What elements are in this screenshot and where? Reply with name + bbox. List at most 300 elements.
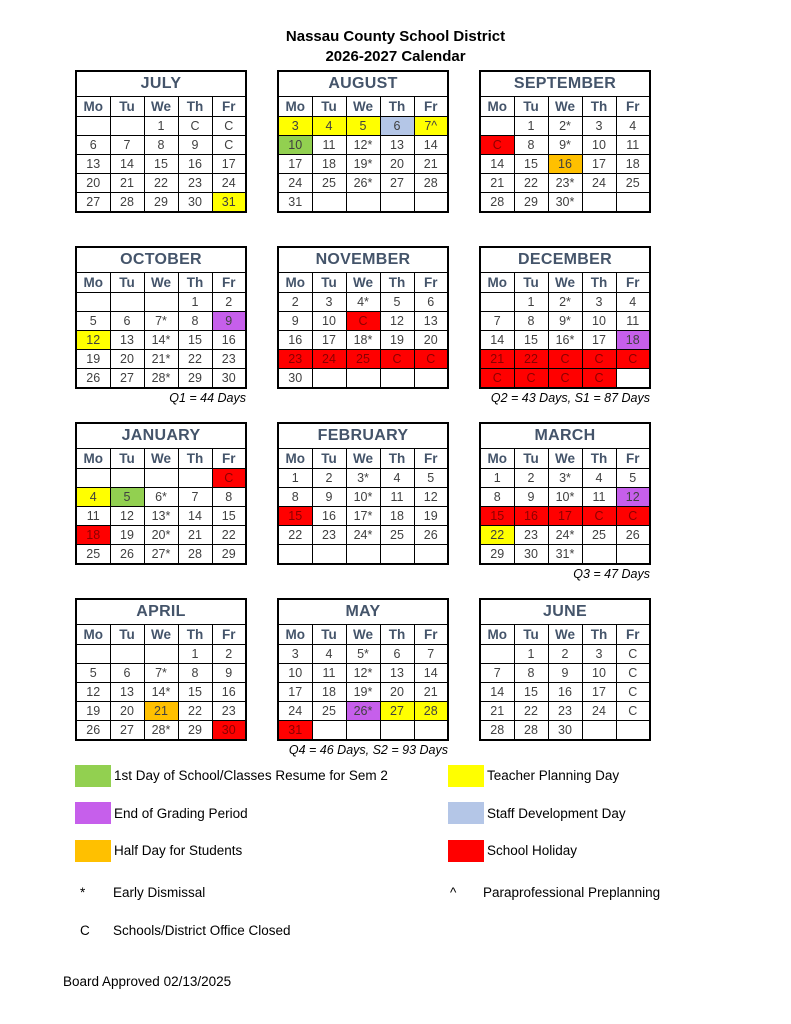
weekday-header: Tu	[110, 625, 144, 645]
day-cell: 3*	[346, 469, 380, 488]
week-row	[278, 507, 448, 526]
day-cell: 1	[480, 469, 514, 488]
day-cell: 25	[616, 174, 650, 193]
day-cell: 22	[144, 174, 178, 193]
day-cell: 15	[178, 331, 212, 350]
day-cell: 2	[212, 293, 246, 312]
month-january	[75, 422, 247, 564]
day-cell: 26	[110, 545, 144, 565]
weekday-header: Fr	[616, 273, 650, 293]
day-cell: 23	[178, 174, 212, 193]
day-cell: 4	[76, 488, 110, 507]
week-row	[278, 312, 448, 331]
day-cell: 31*	[548, 545, 582, 565]
legend-item-yellow	[448, 765, 619, 787]
day-cell	[616, 369, 650, 389]
month-title-row	[278, 423, 448, 449]
day-cell: 13	[76, 155, 110, 174]
month-table-november	[277, 246, 449, 389]
month-october	[75, 246, 247, 405]
day-cell: 20	[380, 683, 414, 702]
month-august	[277, 70, 449, 212]
legend-swatch-green	[75, 765, 111, 787]
day-cell: 2	[514, 469, 548, 488]
day-cell: 24	[582, 174, 616, 193]
week-row	[278, 645, 448, 664]
week-row	[278, 702, 448, 721]
day-cell: 20	[110, 350, 144, 369]
day-cell: 14*	[144, 683, 178, 702]
day-cell	[582, 721, 616, 741]
week-row	[76, 117, 246, 136]
weekday-header: Tu	[312, 97, 346, 117]
weekday-header: Th	[582, 449, 616, 469]
weekday-header: Mo	[278, 273, 312, 293]
day-cell: 10	[312, 312, 346, 331]
day-cell: C	[380, 350, 414, 369]
day-cell: 21	[480, 174, 514, 193]
month-december	[479, 246, 651, 405]
day-cell: 29	[178, 721, 212, 741]
day-cell: 20	[110, 702, 144, 721]
day-cell: 16*	[548, 331, 582, 350]
month-title: JUNE	[480, 599, 650, 625]
day-cell: 17	[582, 683, 616, 702]
weekday-header: We	[346, 97, 380, 117]
day-cell: 27	[110, 369, 144, 389]
day-cell: 31	[278, 193, 312, 213]
legend-item-green	[75, 765, 448, 787]
quarter-note: Q3 = 47 Days	[573, 567, 650, 581]
day-cell: 8	[178, 664, 212, 683]
week-row	[480, 545, 650, 565]
day-cell: 15	[514, 155, 548, 174]
day-cell	[616, 721, 650, 741]
day-cell: 1	[514, 645, 548, 664]
day-cell: 30	[548, 721, 582, 741]
symbol-key	[80, 874, 740, 949]
legend-row	[75, 832, 735, 870]
weekday-header: We	[346, 625, 380, 645]
day-cell: 17*	[346, 507, 380, 526]
weekday-header: Th	[380, 625, 414, 645]
day-cell	[346, 721, 380, 741]
weekday-header: Th	[178, 449, 212, 469]
day-cell: 9	[548, 664, 582, 683]
month-title-row	[278, 71, 448, 97]
day-cell: 16	[278, 331, 312, 350]
month-title: SEPTEMBER	[480, 71, 650, 97]
quarter-note: Q4 = 46 Days, S2 = 93 Days	[288, 743, 448, 757]
day-cell: 23	[278, 350, 312, 369]
week-row	[278, 488, 448, 507]
weekday-header-row	[480, 449, 650, 469]
day-cell	[480, 645, 514, 664]
month-may	[277, 598, 449, 757]
symbol-item	[80, 923, 450, 938]
day-cell: 17	[548, 507, 582, 526]
weekday-header: Th	[380, 97, 414, 117]
day-cell: C	[212, 117, 246, 136]
day-cell: 1	[178, 645, 212, 664]
legend-label: 1st Day of School/Classes Resume for Sem 2	[114, 768, 388, 784]
legend-label: Teacher Planning Day	[487, 768, 620, 784]
weekday-header: We	[144, 449, 178, 469]
week-row	[76, 136, 246, 155]
day-cell: C	[480, 369, 514, 389]
day-cell: C	[582, 350, 616, 369]
day-cell: 6	[414, 293, 448, 312]
week-row	[76, 350, 246, 369]
week-row	[278, 117, 448, 136]
day-cell: 5	[76, 312, 110, 331]
month-table-february	[277, 422, 449, 565]
day-cell: 21	[414, 683, 448, 702]
week-row	[76, 488, 246, 507]
day-cell: 19*	[346, 683, 380, 702]
day-cell: 25	[312, 174, 346, 193]
day-cell: 30	[178, 193, 212, 213]
week-row	[278, 350, 448, 369]
day-cell: 4	[380, 469, 414, 488]
day-cell: 10	[278, 136, 312, 155]
weekday-header: Th	[380, 449, 414, 469]
day-cell: 15	[480, 507, 514, 526]
day-cell: 16	[514, 507, 548, 526]
day-cell	[380, 545, 414, 565]
day-cell: 16	[548, 683, 582, 702]
day-cell: C	[212, 136, 246, 155]
legend-item-red	[448, 840, 577, 862]
weekday-header: We	[548, 625, 582, 645]
legend-item-purple	[75, 802, 448, 824]
day-cell	[178, 469, 212, 488]
legend-row	[75, 795, 735, 833]
day-cell: 13	[414, 312, 448, 331]
weekday-header: Fr	[414, 625, 448, 645]
day-cell: 15	[144, 155, 178, 174]
day-cell: 19	[76, 350, 110, 369]
day-cell: 24	[278, 702, 312, 721]
symbol-row	[80, 912, 740, 950]
week-row	[76, 174, 246, 193]
weekday-header: Tu	[514, 449, 548, 469]
day-cell: 19	[76, 702, 110, 721]
month-title-row	[76, 599, 246, 625]
weekday-header: Tu	[312, 625, 346, 645]
week-row	[76, 293, 246, 312]
month-title-row	[480, 599, 650, 625]
day-cell: 11	[582, 488, 616, 507]
day-cell: 8	[178, 312, 212, 331]
week-row	[76, 155, 246, 174]
symbol-glyph: C	[80, 922, 90, 938]
day-cell: 23	[548, 702, 582, 721]
legend-label: End of Grading Period	[114, 805, 248, 821]
week-row	[480, 350, 650, 369]
day-cell: 12	[380, 312, 414, 331]
day-cell: 7	[414, 645, 448, 664]
day-cell: 4	[582, 469, 616, 488]
day-cell: 21*	[144, 350, 178, 369]
day-cell: 17	[278, 683, 312, 702]
weekday-header: We	[548, 449, 582, 469]
day-cell: 18	[380, 507, 414, 526]
month-title: OCTOBER	[76, 247, 246, 273]
day-cell: 12	[76, 331, 110, 350]
day-cell: 28	[514, 721, 548, 741]
weekday-header-row	[480, 625, 650, 645]
week-row	[76, 683, 246, 702]
weekday-header-row	[278, 449, 448, 469]
day-cell: 16	[212, 683, 246, 702]
day-cell: 14	[480, 683, 514, 702]
day-cell: 9	[278, 312, 312, 331]
week-row	[480, 369, 650, 389]
day-cell: 22	[514, 174, 548, 193]
week-row	[278, 526, 448, 545]
day-cell: 13	[380, 136, 414, 155]
day-cell: 12	[616, 488, 650, 507]
day-cell: 17	[582, 331, 616, 350]
weekday-header: Th	[178, 625, 212, 645]
legend	[75, 757, 735, 870]
day-cell: 20	[380, 155, 414, 174]
day-cell	[110, 469, 144, 488]
day-cell: 4	[312, 117, 346, 136]
day-cell: 23*	[548, 174, 582, 193]
day-cell: 26*	[346, 702, 380, 721]
weekday-header: We	[346, 273, 380, 293]
day-cell: 14*	[144, 331, 178, 350]
day-cell: 12	[76, 683, 110, 702]
weekday-header-row	[76, 625, 246, 645]
day-cell: 22	[178, 350, 212, 369]
day-cell: 7	[480, 312, 514, 331]
symbol-glyph: ^	[450, 885, 457, 901]
day-cell	[346, 193, 380, 213]
day-cell: C	[548, 369, 582, 389]
day-cell: 17	[212, 155, 246, 174]
day-cell: 5	[414, 469, 448, 488]
month-title: MAY	[278, 599, 448, 625]
day-cell: 5*	[346, 645, 380, 664]
day-cell: 26*	[346, 174, 380, 193]
weekday-header: Fr	[414, 97, 448, 117]
week-row	[76, 702, 246, 721]
day-cell	[312, 721, 346, 741]
weekday-header: Mo	[278, 97, 312, 117]
weekday-header-row	[480, 273, 650, 293]
weekday-header: Th	[582, 625, 616, 645]
day-cell: 21	[110, 174, 144, 193]
legend-label: Half Day for Students	[114, 843, 243, 859]
week-row	[480, 721, 650, 741]
day-cell: 28	[480, 721, 514, 741]
month-title-row	[278, 599, 448, 625]
day-cell: 23	[312, 526, 346, 545]
week-row	[480, 193, 650, 213]
day-cell: 27*	[144, 545, 178, 565]
day-cell: 1	[278, 469, 312, 488]
day-cell: 15	[178, 683, 212, 702]
weekday-header-row	[278, 97, 448, 117]
day-cell: 29	[144, 193, 178, 213]
day-cell: 13	[110, 683, 144, 702]
document-title	[0, 27, 791, 67]
day-cell: 22	[178, 702, 212, 721]
weekday-header: Tu	[110, 449, 144, 469]
day-cell: 6*	[144, 488, 178, 507]
day-cell: 8	[278, 488, 312, 507]
day-cell: 21	[144, 702, 178, 721]
week-row	[76, 721, 246, 741]
weekday-header: Mo	[480, 449, 514, 469]
day-cell: C	[616, 350, 650, 369]
day-cell	[278, 545, 312, 565]
day-cell	[110, 117, 144, 136]
week-row	[480, 488, 650, 507]
day-cell: 28	[178, 545, 212, 565]
weekday-header: Th	[178, 273, 212, 293]
month-table-december	[479, 246, 651, 389]
day-cell: 30	[278, 369, 312, 389]
day-cell: 30*	[548, 193, 582, 213]
day-cell: 29	[212, 545, 246, 565]
month-title: JULY	[76, 71, 246, 97]
weekday-header: We	[144, 273, 178, 293]
day-cell: 14	[178, 507, 212, 526]
week-row	[76, 312, 246, 331]
day-cell: 22	[480, 526, 514, 545]
day-cell: 2*	[548, 293, 582, 312]
day-cell: C	[480, 136, 514, 155]
day-cell	[346, 369, 380, 389]
week-row	[278, 369, 448, 389]
day-cell: 9	[178, 136, 212, 155]
weekday-header: Fr	[212, 625, 246, 645]
day-cell: 24*	[548, 526, 582, 545]
day-cell: 3	[582, 117, 616, 136]
legend-swatch-red	[448, 840, 484, 862]
month-title: APRIL	[76, 599, 246, 625]
day-cell: C	[616, 702, 650, 721]
week-row	[76, 331, 246, 350]
day-cell: C	[616, 683, 650, 702]
day-cell	[414, 369, 448, 389]
quarter-note: Q2 = 43 Days, S1 = 87 Days	[490, 391, 650, 405]
day-cell	[76, 293, 110, 312]
day-cell	[144, 293, 178, 312]
day-cell: 6	[110, 312, 144, 331]
day-cell: 17	[582, 155, 616, 174]
month-table-june	[479, 598, 651, 741]
week-row	[278, 193, 448, 213]
day-cell: 28	[414, 702, 448, 721]
day-cell: 27	[110, 721, 144, 741]
weekday-header: Mo	[76, 273, 110, 293]
day-cell: 14	[480, 155, 514, 174]
week-row	[278, 545, 448, 565]
day-cell: 9*	[548, 136, 582, 155]
day-cell: 3	[582, 645, 616, 664]
symbol-row	[80, 874, 740, 912]
legend-item-orange	[75, 840, 448, 862]
day-cell: 2	[278, 293, 312, 312]
day-cell: 7^	[414, 117, 448, 136]
day-cell: 6	[380, 645, 414, 664]
day-cell: 30	[514, 545, 548, 565]
weekday-header: Th	[178, 97, 212, 117]
day-cell: 6	[110, 664, 144, 683]
day-cell: 11	[616, 136, 650, 155]
month-title: MARCH	[480, 423, 650, 449]
day-cell: 12	[414, 488, 448, 507]
day-cell: C	[616, 507, 650, 526]
day-cell: 9*	[548, 312, 582, 331]
day-cell: 11	[616, 312, 650, 331]
symbol-item	[80, 885, 450, 900]
symbol-label: Early Dismissal	[113, 885, 206, 901]
week-row	[278, 721, 448, 741]
day-cell: C	[582, 507, 616, 526]
month-table-april	[75, 598, 247, 741]
day-cell: 20*	[144, 526, 178, 545]
week-row	[480, 683, 650, 702]
weekday-header: Fr	[212, 97, 246, 117]
board-approval-note: Board Approved 02/13/2025	[63, 974, 232, 989]
weekday-header: Th	[582, 97, 616, 117]
day-cell: 14	[414, 136, 448, 155]
month-title: JANUARY	[76, 423, 246, 449]
day-cell	[480, 293, 514, 312]
month-title-row	[76, 71, 246, 97]
day-cell: 13	[110, 331, 144, 350]
day-cell	[414, 545, 448, 565]
day-cell: 25	[582, 526, 616, 545]
day-cell: 13	[380, 664, 414, 683]
weekday-header-row	[76, 97, 246, 117]
quarter-note: Q1 = 44 Days	[169, 391, 246, 405]
day-cell: 24	[212, 174, 246, 193]
day-cell: 9	[212, 664, 246, 683]
month-title: AUGUST	[278, 71, 448, 97]
legend-swatch-yellow	[448, 765, 484, 787]
weekday-header-row	[76, 273, 246, 293]
day-cell: C	[616, 664, 650, 683]
weekday-header: We	[346, 449, 380, 469]
day-cell: 8	[514, 664, 548, 683]
weekday-header: Mo	[76, 97, 110, 117]
day-cell: 10*	[346, 488, 380, 507]
day-cell	[346, 545, 380, 565]
day-cell: 12*	[346, 136, 380, 155]
day-cell: 1	[144, 117, 178, 136]
weekday-header: We	[548, 97, 582, 117]
legend-swatch-blue	[448, 802, 484, 824]
weekday-header: Tu	[514, 273, 548, 293]
day-cell: 23	[212, 702, 246, 721]
day-cell: 28	[110, 193, 144, 213]
day-cell: 7	[178, 488, 212, 507]
week-row	[480, 174, 650, 193]
weekday-header: Mo	[480, 273, 514, 293]
day-cell: 31	[278, 721, 312, 741]
day-cell: 26	[76, 369, 110, 389]
day-cell: 10*	[548, 488, 582, 507]
week-row	[278, 155, 448, 174]
week-row	[480, 645, 650, 664]
